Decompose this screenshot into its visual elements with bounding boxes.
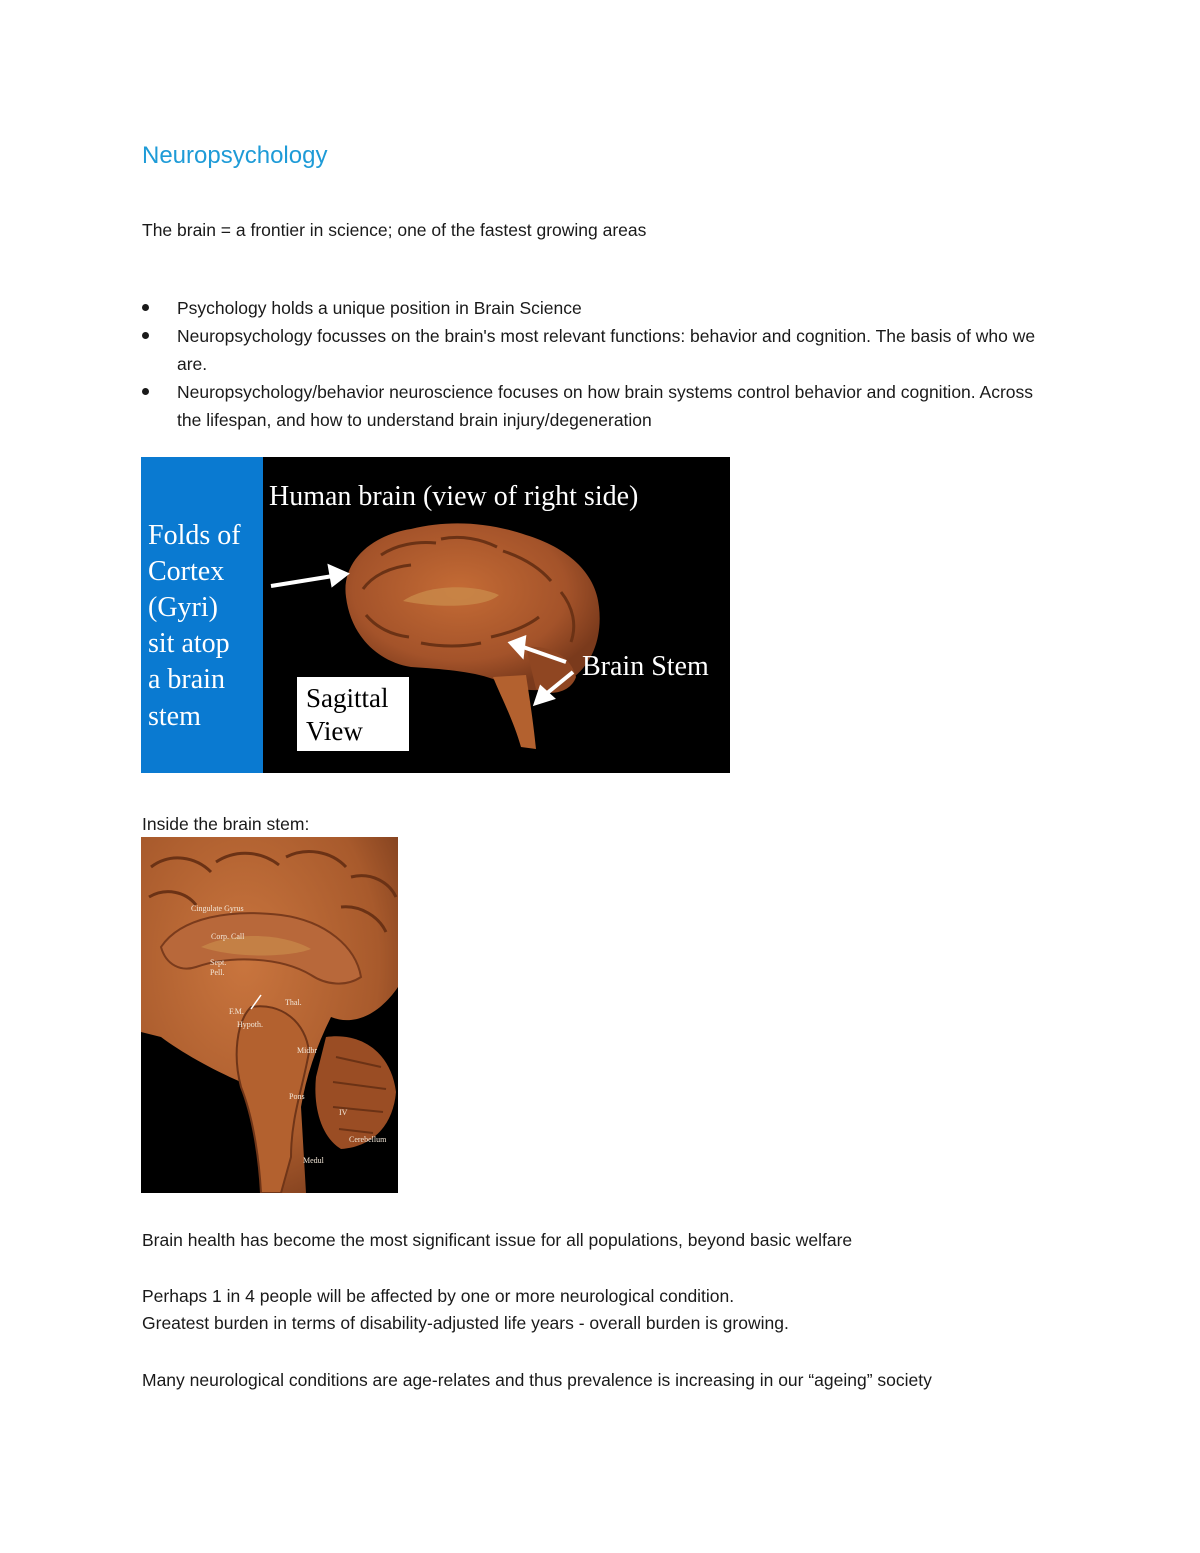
side-caption-line: (Gyri) (148, 592, 218, 623)
paragraph-burden: Greatest burden in terms of disability-adjusted life years - overall burden is growing. (142, 1313, 789, 1333)
page-title: Neuropsychology (142, 142, 328, 169)
side-caption-line: a brain (148, 664, 225, 695)
bullet-icon (142, 388, 149, 395)
figure-heading: Human brain (view of right side) (269, 481, 639, 512)
side-caption-line: Cortex (148, 556, 225, 587)
label-pons: Pons (289, 1092, 305, 1101)
brain-sagittal-figure (141, 457, 730, 773)
label-pell: Pell. (210, 968, 225, 977)
paragraph-prevalence: Perhaps 1 in 4 people will be affected by one or more neurological condition. (142, 1286, 735, 1306)
label-medul: Medul (303, 1156, 324, 1165)
bullet-text: Neuropsychology/behavior neuroscience focuses on how brain systems control behavior and cognition. Across the lifespan, and how to understand brain injury/degeneration (177, 382, 1034, 430)
label-thal: Thal. (285, 998, 302, 1007)
label-sept: Sept. (210, 958, 227, 967)
paragraph-ageing: Many neurological conditions are age-relates and thus prevalence is increasing in our “ageing” society (142, 1370, 932, 1390)
label-hypoth: Hypoth. (237, 1020, 263, 1029)
paragraph-brain-health: Brain health has become the most significant issue for all populations, beyond basic welfare (142, 1230, 853, 1250)
sagittal-view-label: View (306, 716, 363, 746)
label-corp-call: Corp. Call (211, 932, 245, 941)
list-item (142, 294, 1062, 322)
bullet-icon (142, 304, 149, 311)
figure2-caption: Inside the brain stem: (142, 814, 310, 834)
intro-text: The brain = a frontier in science; one of the fastest growing areas (142, 220, 647, 240)
list-item (142, 378, 1062, 434)
list-item (142, 322, 1062, 378)
side-caption-line: sit atop (148, 628, 230, 659)
label-fm: F.M. (229, 1007, 244, 1016)
label-midbr: Midbr (297, 1046, 317, 1055)
label-iv: IV (339, 1108, 348, 1117)
side-caption-line: Folds of (148, 520, 241, 551)
bullet-list (142, 294, 1062, 434)
bullet-icon (142, 332, 149, 339)
bullet-text: Neuropsychology focusses on the brain's most relevant functions: behavior and cognition. The basis of who we are. (177, 326, 1036, 374)
side-caption-line: stem (148, 701, 201, 732)
brain-stem-label: Brain Stem (582, 651, 709, 682)
label-cingulate-gyrus: Cingulate Gyrus (191, 904, 244, 913)
label-cerebellum: Cerebellum (349, 1135, 387, 1144)
brain-stem-figure (141, 837, 398, 1193)
sagittal-view-label: Sagittal (306, 683, 389, 713)
bullet-text: Psychology holds a unique position in Brain Science (177, 298, 582, 318)
